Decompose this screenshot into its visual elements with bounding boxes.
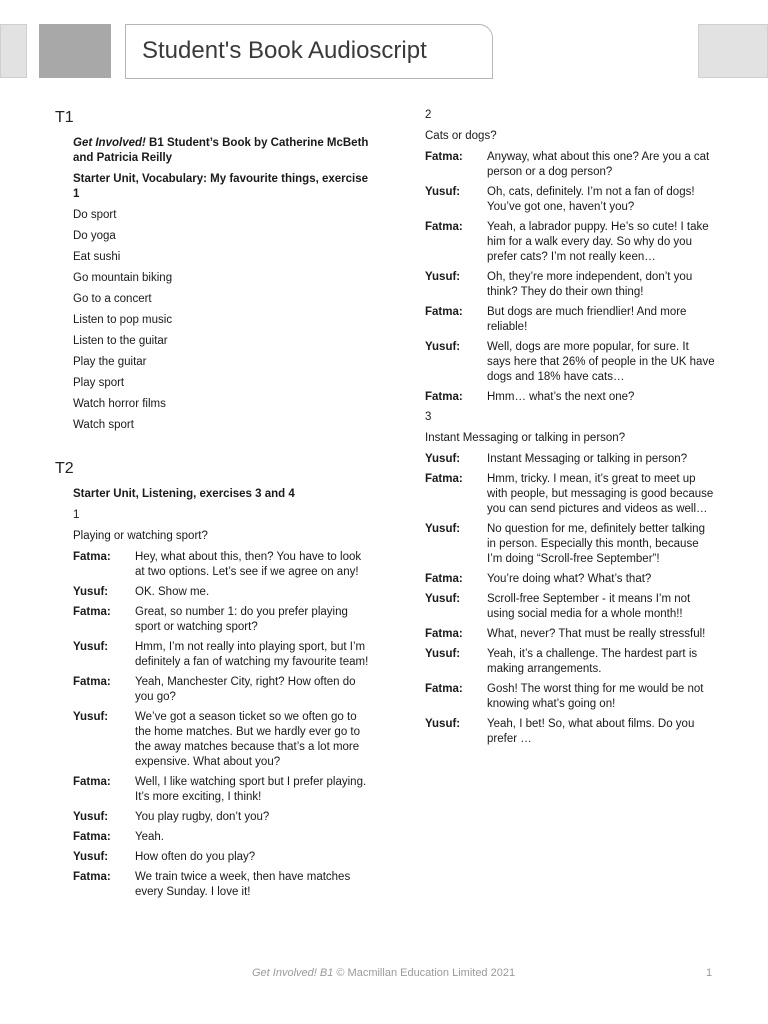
- speech-text: Well, I like watching sport but I prefer playing. It’s more exciting, I think!: [135, 776, 367, 803]
- t1-heading: Starter Unit, Vocabulary: My favourite things, exercise 1: [73, 173, 369, 200]
- dialogue-line: [425, 305, 715, 335]
- dialogue-line: [425, 452, 715, 467]
- t2-heading: Starter Unit, Listening, exercises 3 and 4: [73, 488, 295, 500]
- speech-text: How often do you play?: [135, 851, 256, 863]
- speech-text: Yeah, it’s a challenge. The hardest part is making arrangements.: [487, 648, 698, 675]
- speaker-name: Yusuf:: [425, 523, 461, 535]
- speech-text: Oh, they’re more independent, don’t you think? They do their own thing!: [487, 271, 693, 298]
- speaker-name: Yusuf:: [425, 186, 461, 198]
- t2-content: [55, 487, 370, 900]
- speaker-name: Fatma:: [73, 551, 111, 563]
- list-item: Watch sport: [73, 419, 134, 431]
- header-tab-right: [698, 24, 768, 78]
- list-item: Watch horror films: [73, 398, 166, 410]
- header-box: [125, 24, 493, 79]
- dialogue-line: [73, 775, 370, 805]
- part-number: 3: [425, 411, 432, 423]
- list-item: Go to a concert: [73, 293, 152, 305]
- speaker-name: Fatma:: [425, 573, 463, 585]
- speech-text: Yeah, Manchester City, right? How often do you go?: [135, 676, 356, 703]
- speech-text: You play rugby, don’t you?: [135, 811, 270, 823]
- speech-text: You’re doing what? What’s that?: [487, 573, 652, 585]
- list-item: Eat sushi: [73, 251, 121, 263]
- part-question: Playing or watching sport?: [73, 530, 208, 542]
- speech-text: No question for me, definitely better talking in person. Especially this month, because I’m doing “Scroll-free September”!: [487, 523, 705, 565]
- dialogue-line: [425, 220, 715, 265]
- speaker-name: Yusuf:: [73, 851, 109, 863]
- dialogue-line: [425, 522, 715, 567]
- speech-text: What, never? That must be really stressful!: [487, 628, 706, 640]
- dialogue-line: [425, 592, 715, 622]
- footer-book: Get Involved! B1: [252, 967, 334, 979]
- book-title: Get Involved!: [73, 137, 146, 149]
- dialogue-line: [425, 627, 715, 642]
- dialogue-line: [73, 550, 370, 580]
- list-item: Do yoga: [73, 230, 116, 242]
- speaker-name: Fatma:: [73, 606, 111, 618]
- speaker-name: Fatma:: [425, 151, 463, 163]
- speaker-name: Yusuf:: [73, 641, 109, 653]
- part-number: 1: [73, 509, 80, 521]
- speaker-name: Fatma:: [425, 683, 463, 695]
- t1-content: [55, 136, 370, 433]
- speech-text: Yeah, a labrador puppy. He’s so cute! I take him for a walk every day. So why do you prefer cats? I’m not really keen…: [487, 221, 709, 263]
- speech-text: Yeah.: [135, 831, 164, 843]
- dialogue-line: [425, 572, 715, 587]
- speaker-name: Yusuf:: [73, 586, 109, 598]
- speaker-name: Yusuf:: [425, 271, 461, 283]
- part-question: Cats or dogs?: [425, 130, 497, 142]
- header-tab-left: [0, 24, 27, 78]
- speech-text: But dogs are much friendlier! And more reliable!: [487, 306, 687, 333]
- book-reference: [73, 136, 370, 166]
- dialogue: [73, 550, 370, 900]
- section-title-t1: T1: [55, 109, 74, 126]
- dialogue-line: [425, 390, 715, 405]
- list-item: Do sport: [73, 209, 117, 221]
- list-item: Go mountain biking: [73, 272, 173, 284]
- speaker-name: Yusuf:: [425, 341, 461, 353]
- page-number: 1: [706, 967, 713, 979]
- dialogue-line: [73, 675, 370, 705]
- speech-text: OK. Show me.: [135, 586, 210, 598]
- speech-text: Instant Messaging or talking in person?: [487, 453, 688, 465]
- dialogue: [425, 452, 715, 747]
- speaker-name: Yusuf:: [425, 648, 461, 660]
- list-item: Play sport: [73, 377, 125, 389]
- speech-text: Hey, what about this, then? You have to look at two options. Let’s see if we agree on any!: [135, 551, 362, 578]
- speaker-name: Yusuf:: [425, 593, 461, 605]
- header-tab-dark: [39, 24, 111, 78]
- dialogue-line: [425, 472, 715, 517]
- section-title-t2: T2: [55, 460, 74, 477]
- speech-text: Hmm, I’m not really into playing sport, but I’m definitely a fan of watching my favourite team!: [135, 641, 369, 668]
- part-number: 2: [425, 109, 432, 121]
- dialogue-line: [73, 605, 370, 635]
- speech-text: Gosh! The worst thing for me would be not knowing what’s going on!: [487, 683, 704, 710]
- dialogue-line: [73, 850, 370, 865]
- speaker-name: Fatma:: [73, 871, 111, 883]
- speaker-name: Fatma:: [425, 473, 463, 485]
- dialogue-line: [73, 640, 370, 670]
- book-authors: B1 Student’s Book by Catherine McBeth and Patricia Reilly: [73, 137, 369, 164]
- speaker-name: Fatma:: [425, 306, 463, 318]
- left-column: [55, 108, 370, 905]
- speech-text: Anyway, what about this one? Are you a cat person or a dog person?: [487, 151, 710, 178]
- speaker-name: Yusuf:: [425, 718, 461, 730]
- dialogue-line: [73, 585, 370, 600]
- dialogue-line: [425, 682, 715, 712]
- dialogue-line: [73, 710, 370, 770]
- speech-text: Yeah, I bet! So, what about films. Do you prefer …: [487, 718, 695, 745]
- speaker-name: Yusuf:: [425, 453, 461, 465]
- speech-text: Hmm… what’s the next one?: [487, 391, 635, 403]
- dialogue-line: [425, 150, 715, 180]
- dialogue-line: [73, 810, 370, 825]
- speech-text: Scroll-free September - it means I’m not using social media for a whole month!!: [487, 593, 691, 620]
- speaker-name: Fatma:: [73, 676, 111, 688]
- dialogue-line: [425, 270, 715, 300]
- speech-text: Oh, cats, definitely. I’m not a fan of dogs! You’ve got one, haven’t you?: [487, 186, 695, 213]
- dialogue-line: [425, 647, 715, 677]
- speaker-name: Fatma:: [425, 628, 463, 640]
- footer-copyright-text: © Macmillan Education Limited 2021: [333, 967, 516, 979]
- page-title: Student's Book Audioscript: [142, 37, 427, 64]
- speaker-name: Fatma:: [425, 221, 463, 233]
- speech-text: We train twice a week, then have matches every Sunday. I love it!: [135, 871, 351, 898]
- footer-copyright: [252, 967, 515, 979]
- dialogue-line: [425, 340, 715, 385]
- dialogue: [425, 150, 715, 405]
- speaker-name: Fatma:: [425, 391, 463, 403]
- speech-text: Great, so number 1: do you prefer playing sport or watching sport?: [135, 606, 348, 633]
- speaker-name: Yusuf:: [73, 811, 109, 823]
- list-item: Play the guitar: [73, 356, 147, 368]
- speech-text: Well, dogs are more popular, for sure. It says here that 26% of people in the UK have dogs and 18% have cats…: [487, 341, 715, 383]
- list-item: Listen to the guitar: [73, 335, 168, 347]
- list-item: Listen to pop music: [73, 314, 173, 326]
- speech-text: Hmm, tricky. I mean, it’s great to meet up with people, but messaging is good because you can send pictures and videos as well…: [487, 473, 714, 515]
- dialogue-line: [73, 870, 370, 900]
- speaker-name: Yusuf:: [73, 711, 109, 723]
- speech-text: We’ve got a season ticket so we often go to the home matches. But we hardly ever go to the away matches because that’s a lot more expensive. What about you?: [135, 711, 361, 768]
- vocabulary-list: [73, 208, 370, 433]
- part-question: Instant Messaging or talking in person?: [425, 432, 626, 444]
- dialogue-line: [73, 830, 370, 845]
- right-column: [425, 108, 715, 752]
- dialogue-line: [425, 185, 715, 215]
- speaker-name: Fatma:: [73, 776, 111, 788]
- dialogue-line: [425, 717, 715, 747]
- speaker-name: Fatma:: [73, 831, 111, 843]
